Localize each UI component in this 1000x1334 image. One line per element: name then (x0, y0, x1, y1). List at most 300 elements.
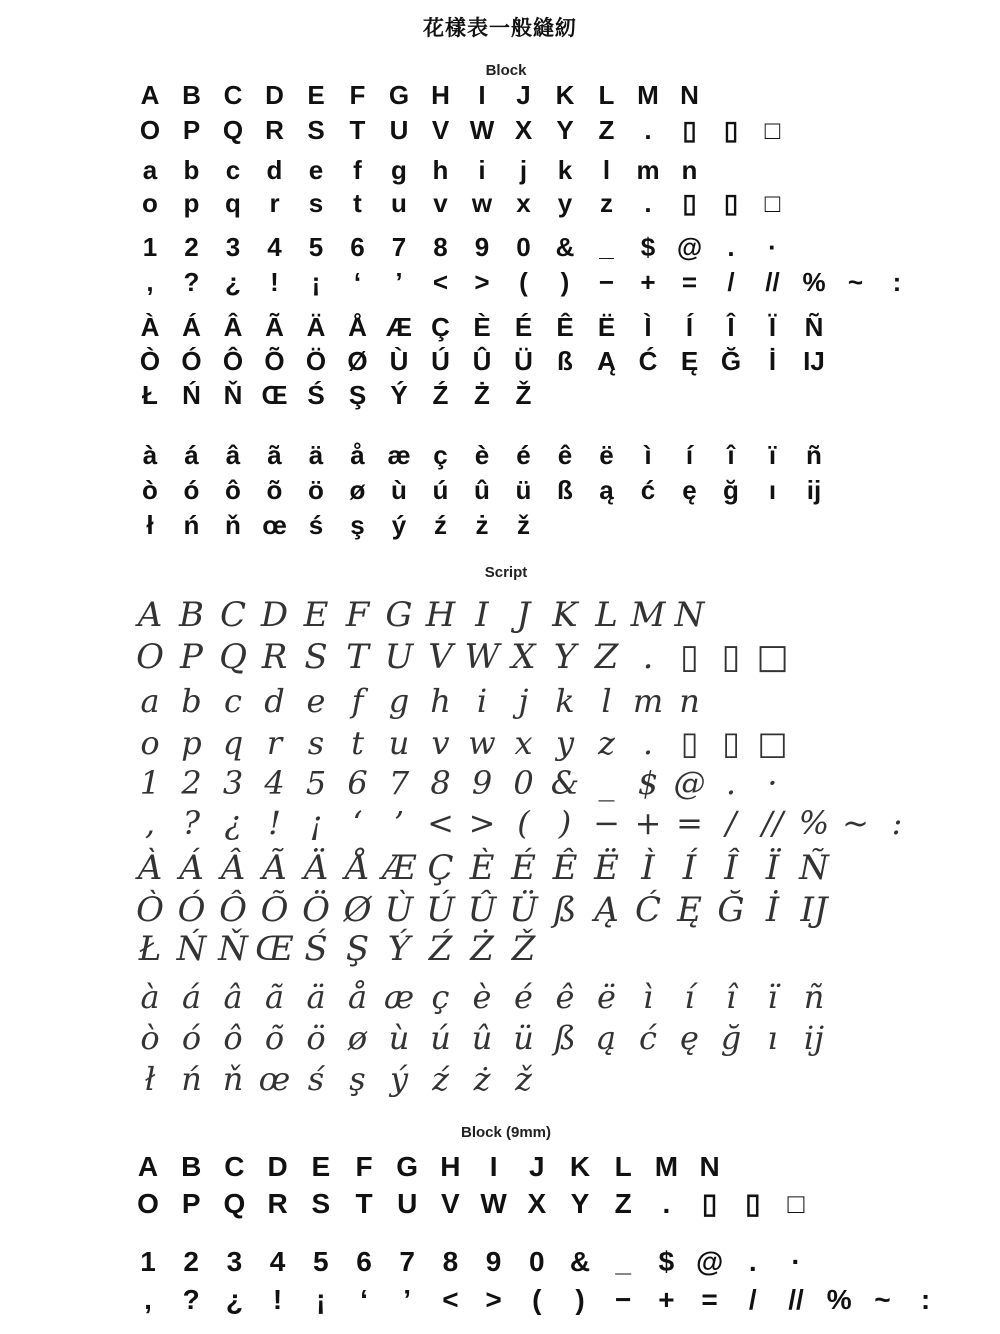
glyph-cell: æ (383, 978, 415, 1016)
glyph-cell: Ò (136, 890, 164, 930)
glyph-cell: T (349, 115, 366, 145)
glyph-cell: 4 (269, 1246, 286, 1277)
glyph-cell: ~ (874, 1284, 891, 1315)
glyph-cell: + (634, 804, 662, 842)
glyph-cell: · (768, 232, 777, 262)
glyph-cell: Ü (514, 346, 533, 376)
block-row-11 (0, 473, 1000, 507)
glyph-cell: ø (347, 1019, 368, 1057)
glyph-cell: ę (682, 475, 697, 505)
script-row-3 (0, 684, 1000, 718)
glyph-cell: < (432, 267, 449, 297)
glyph-cell: z (598, 724, 615, 762)
glyph-cell: Ø (347, 346, 368, 376)
glyph-cell: Ã (265, 312, 284, 342)
glyph-cell: j (518, 682, 529, 720)
glyph-cell: Ý (387, 929, 411, 969)
glyph-cell: ▯ (723, 115, 739, 145)
glyph-cell: ó (181, 1019, 202, 1057)
glyph-cell: A (137, 595, 163, 635)
glyph-cell: ś (308, 510, 324, 540)
glyph-cell: q (225, 188, 241, 218)
glyph-cell: ê (557, 440, 573, 470)
script-row-2 (0, 637, 1000, 677)
glyph-cell: ( (519, 267, 528, 297)
glyph-cell: n (679, 682, 700, 720)
glyph-cell: 6 (347, 764, 368, 802)
glyph-cell: L (598, 80, 615, 110)
glyph-cell: V (431, 115, 450, 145)
glyph-cell: Ç (431, 312, 450, 342)
glyph-cell: Ğ (717, 890, 745, 930)
glyph-cell: ij (806, 475, 822, 505)
glyph-cell: V (441, 1188, 460, 1219)
glyph-cell: P (181, 1188, 201, 1219)
script-row-8 (0, 890, 1000, 930)
script-row-12 (0, 1062, 1000, 1096)
glyph-cell: @ (695, 1246, 724, 1277)
glyph-cell: î (725, 978, 737, 1016)
glyph-cell: P (182, 115, 201, 145)
glyph-cell: O (136, 637, 164, 677)
glyph-cell: q (222, 724, 244, 762)
glyph-cell: + (658, 1284, 675, 1315)
glyph-cell: ú (432, 475, 449, 505)
glyph-cell: @ (676, 232, 703, 262)
glyph-cell: ë (597, 978, 616, 1016)
glyph-cell: 6 (356, 1246, 372, 1277)
script-row-11 (0, 1021, 1000, 1055)
glyph-cell: å (347, 978, 368, 1016)
glyph-cell: M (654, 1151, 679, 1182)
glyph-cell: œ (262, 510, 287, 540)
glyph-cell: . (748, 1246, 757, 1277)
glyph-cell: ś (307, 1060, 325, 1098)
glyph-cell: Ñ (804, 312, 824, 342)
glyph-cell: ! (270, 267, 279, 297)
glyph-cell: r (266, 724, 283, 762)
glyph-cell: ▯ (721, 637, 741, 677)
glyph-cell: ë (599, 440, 614, 470)
block9-row-3 (0, 1245, 1000, 1279)
glyph-cell: A (137, 1151, 159, 1182)
glyph-cell: ij (803, 1019, 825, 1057)
glyph-cell: F (345, 595, 370, 635)
script-row-4 (0, 726, 1000, 760)
glyph-cell: Ò (139, 346, 161, 376)
glyph-cell: I (475, 595, 489, 635)
glyph-cell: Y (570, 1188, 590, 1219)
glyph-cell: IJ (803, 346, 825, 376)
glyph-cell: Ś (304, 929, 328, 969)
glyph-cell: ¡ (309, 804, 323, 842)
glyph-cell: ì (642, 978, 654, 1016)
glyph-cell: . (642, 637, 654, 677)
glyph-cell: ą (599, 475, 614, 505)
glyph-cell: ß (553, 890, 577, 930)
glyph-cell: Ż (474, 380, 490, 410)
script-row-1 (0, 595, 1000, 635)
glyph-cell: L (595, 595, 618, 635)
glyph-cell: < (427, 804, 454, 842)
glyph-cell: ä (308, 440, 324, 470)
glyph-cell: ý (389, 1060, 409, 1098)
glyph-cell: ó (183, 475, 200, 505)
glyph-cell: 9 (474, 232, 490, 262)
block-row-6 (0, 265, 1000, 299)
glyph-cell: Ą (597, 346, 616, 376)
glyph-cell: ň (222, 1060, 244, 1098)
glyph-cell: 8 (433, 232, 448, 262)
glyph-cell: ï (767, 978, 778, 1016)
glyph-cell: − (593, 804, 620, 842)
glyph-cell: □ (756, 637, 789, 677)
glyph-cell: Ê (552, 848, 578, 888)
glyph-cell: Ê (556, 312, 574, 342)
glyph-cell: T (346, 637, 369, 677)
glyph-cell: Ý (390, 380, 408, 410)
glyph-cell: S (304, 637, 328, 677)
glyph-cell: û (471, 1019, 493, 1057)
glyph-cell: ç (433, 440, 448, 470)
glyph-cell: l (601, 682, 612, 720)
glyph-cell: x (514, 724, 533, 762)
glyph-cell: % (826, 1284, 852, 1315)
glyph-cell: Q (223, 1188, 246, 1219)
glyph-cell: â (223, 978, 243, 1016)
glyph-cell: õ (264, 1019, 285, 1057)
glyph-cell: : (892, 267, 902, 297)
glyph-cell: ß (554, 1019, 576, 1057)
glyph-cell: ô (225, 475, 241, 505)
glyph-cell: ą (596, 1019, 617, 1057)
glyph-cell: B (179, 595, 204, 635)
glyph-cell: 0 (513, 764, 534, 802)
glyph-cell: f (351, 682, 364, 720)
glyph-cell: Ú (426, 890, 455, 930)
glyph-cell: B (181, 1151, 202, 1182)
glyph-cell: ü (515, 475, 532, 505)
glyph-cell: ž (517, 510, 530, 540)
glyph-cell: ~ (847, 267, 864, 297)
glyph-cell: ? (182, 1284, 200, 1315)
glyph-cell: ß (557, 475, 573, 505)
glyph-cell: è (472, 978, 492, 1016)
glyph-cell: R (265, 115, 284, 145)
block-row-2 (0, 113, 1000, 147)
glyph-cell: Y (553, 637, 577, 677)
glyph-cell: ? (182, 804, 201, 842)
glyph-cell: Ö (302, 890, 330, 930)
glyph-cell: Ň (223, 380, 243, 410)
glyph-cell: ▯ (682, 188, 697, 218)
glyph-cell: ã (264, 978, 285, 1016)
glyph-cell: ’ (403, 1284, 412, 1315)
glyph-cell: ç (431, 978, 450, 1016)
glyph-cell: È (473, 312, 491, 342)
glyph-cell: í (684, 978, 695, 1016)
script-row-6 (0, 806, 1000, 840)
glyph-cell: > (474, 267, 490, 297)
glyph-cell: ¡ (311, 267, 321, 297)
glyph-cell: E (303, 595, 329, 635)
glyph-cell: C (223, 80, 243, 110)
glyph-cell: ( (517, 804, 530, 842)
glyph-cell: D (265, 80, 284, 110)
glyph-cell: _ (598, 764, 615, 802)
glyph-cell: Q (222, 115, 244, 145)
block9-row-1 (0, 1150, 1000, 1184)
block9-row-2 (0, 1187, 1000, 1221)
glyph-cell: í (685, 440, 694, 470)
glyph-cell: Æ (381, 848, 417, 888)
glyph-cell: c (224, 682, 242, 720)
glyph-cell: 9 (485, 1246, 502, 1277)
glyph-cell: Û (467, 890, 497, 930)
glyph-cell: C (224, 1151, 245, 1182)
glyph-cell: å (350, 440, 365, 470)
glyph-cell: V (428, 637, 453, 677)
glyph-cell: w (471, 188, 493, 218)
glyph-cell: X (527, 1188, 547, 1219)
glyph-cell: / (748, 1284, 757, 1315)
glyph-cell: G (396, 1151, 419, 1182)
glyph-cell: Ñ (799, 848, 829, 888)
glyph-cell: i (476, 682, 488, 720)
glyph-cell: Ô (219, 890, 247, 930)
glyph-cell: c (225, 155, 241, 185)
glyph-cell: , (144, 804, 156, 842)
glyph-cell: ’ (393, 804, 405, 842)
glyph-cell: Ę (680, 346, 699, 376)
glyph-cell: > (468, 804, 496, 842)
glyph-cell: é (514, 978, 533, 1016)
glyph-cell: t (351, 724, 364, 762)
block-row-9 (0, 378, 1000, 412)
glyph-cell: ì (644, 440, 652, 470)
glyph-cell: Ž (511, 929, 536, 969)
glyph-cell: â (225, 440, 241, 470)
glyph-cell: Ú (431, 346, 450, 376)
glyph-cell: ö (306, 1019, 326, 1057)
glyph-cell: Ň (218, 929, 248, 969)
glyph-cell: Ì (641, 848, 655, 888)
block-row-4 (0, 186, 1000, 220)
glyph-cell: Ø (343, 890, 372, 930)
glyph-cell: s (308, 188, 324, 218)
glyph-cell: b (181, 682, 202, 720)
glyph-cell: ¿ (224, 804, 242, 842)
glyph-cell: Z (594, 637, 619, 677)
glyph-cell: U (397, 1188, 418, 1219)
glyph-cell: p (181, 724, 202, 762)
glyph-cell: 3 (226, 1246, 243, 1277)
glyph-cell: X (511, 637, 536, 677)
glyph-cell: œ (258, 1060, 291, 1098)
glyph-cell: ~ (842, 804, 869, 842)
glyph-cell: À (137, 848, 163, 888)
glyph-cell: á (181, 978, 202, 1016)
glyph-cell: ▯ (723, 188, 739, 218)
glyph-cell: Ğ (720, 346, 742, 376)
glyph-cell: ø (349, 475, 366, 505)
glyph-cell: Á (179, 848, 204, 888)
glyph-cell: Ń (182, 380, 201, 410)
glyph-cell: 4 (267, 232, 282, 262)
glyph-cell: 2 (183, 1246, 199, 1277)
glyph-cell: / (727, 267, 735, 297)
glyph-cell: // (761, 804, 784, 842)
glyph-cell: Ã (262, 848, 287, 888)
glyph-cell: ý (391, 510, 407, 540)
glyph-cell: j (519, 155, 528, 185)
glyph-cell: ñ (806, 440, 822, 470)
glyph-cell: Î (727, 312, 735, 342)
glyph-cell: Â (223, 312, 243, 342)
glyph-cell: C (219, 595, 246, 635)
glyph-cell: 3 (222, 764, 244, 802)
glyph-cell: ń (181, 1060, 202, 1098)
glyph-cell: G (385, 595, 413, 635)
glyph-cell: H (431, 80, 450, 110)
glyph-cell: 7 (399, 1246, 415, 1277)
glyph-cell: Ì (644, 312, 652, 342)
glyph-cell: ł (144, 1060, 156, 1098)
glyph-cell: Ş (348, 380, 367, 410)
glyph-cell: ï (768, 440, 777, 470)
glyph-cell: è (474, 440, 490, 470)
glyph-cell: R (267, 1188, 288, 1219)
glyph-cell: Ž (515, 380, 532, 410)
glyph-cell: D (267, 1151, 288, 1182)
glyph-cell: 2 (184, 232, 199, 262)
glyph-cell: İ (768, 346, 777, 376)
glyph-cell: O (137, 1188, 159, 1219)
glyph-cell: ň (225, 510, 241, 540)
glyph-cell: a (140, 682, 160, 720)
block-row-3 (0, 153, 1000, 187)
glyph-cell: ù (391, 475, 407, 505)
glyph-cell: G (388, 80, 410, 110)
glyph-cell: ć (640, 475, 656, 505)
glyph-cell: Z (598, 115, 615, 145)
glyph-cell: 3 (225, 232, 241, 262)
glyph-cell: W (464, 637, 500, 677)
glyph-cell: X (514, 115, 533, 145)
glyph-cell: S (311, 1188, 331, 1219)
glyph-cell: Ü (509, 890, 538, 930)
glyph-cell: ğ (723, 475, 739, 505)
glyph-cell: · (791, 1246, 801, 1277)
glyph-cell: à (140, 978, 160, 1016)
glyph-cell: Õ (264, 346, 285, 376)
glyph-cell: U (384, 637, 414, 677)
glyph-cell: l (602, 155, 611, 185)
glyph-cell: Ż (470, 929, 494, 969)
glyph-cell: K (555, 80, 575, 110)
glyph-cell: A (140, 80, 160, 110)
glyph-cell: È (469, 848, 495, 888)
glyph-cell: Ù (389, 346, 409, 376)
glyph-cell: ▯ (680, 637, 699, 677)
glyph-cell: N (699, 1151, 720, 1182)
glyph-cell: o (142, 188, 158, 218)
glyph-cell: t (353, 188, 362, 218)
glyph-cell: ñ (803, 978, 825, 1016)
glyph-cell: ▯ (682, 115, 697, 145)
glyph-cell: 9 (471, 764, 493, 802)
glyph-cell: ▯ (680, 724, 699, 762)
glyph-cell: á (184, 440, 199, 470)
glyph-cell: Õ (260, 890, 289, 930)
glyph-cell: F (349, 80, 366, 110)
glyph-cell: 5 (313, 1246, 329, 1277)
glyph-cell: Ä (306, 312, 326, 342)
section-label-script: Script (484, 564, 528, 581)
glyph-cell: ć (639, 1019, 657, 1057)
glyph-cell: Œ (255, 929, 294, 969)
glyph-cell: > (485, 1284, 502, 1315)
glyph-cell: ? (183, 267, 200, 297)
glyph-cell: E (311, 1151, 331, 1182)
glyph-cell: _ (615, 1246, 631, 1277)
glyph-cell: k (555, 682, 575, 720)
glyph-cell: H (440, 1151, 461, 1182)
glyph-cell: d (264, 682, 285, 720)
glyph-cell: u (388, 724, 410, 762)
block-row-1 (0, 78, 1000, 112)
glyph-cell: 6 (350, 232, 365, 262)
glyph-cell: 1 (139, 764, 161, 802)
glyph-cell: ▯ (745, 1188, 761, 1219)
glyph-cell: = (701, 1284, 718, 1315)
glyph-cell: Ë (594, 848, 619, 888)
glyph-cell: ı (768, 475, 777, 505)
glyph-cell: e (308, 155, 324, 185)
glyph-cell: 8 (430, 764, 451, 802)
glyph-cell: ) (575, 1284, 585, 1315)
glyph-cell: ı (767, 1019, 778, 1057)
glyph-cell: 8 (442, 1246, 459, 1277)
glyph-cell: & (550, 764, 580, 802)
glyph-cell: ô (223, 1019, 243, 1057)
glyph-cell: Å (348, 312, 367, 342)
glyph-cell: . (644, 115, 652, 145)
block-row-8 (0, 344, 1000, 378)
glyph-cell: ¿ (225, 267, 241, 297)
glyph-cell: ń (183, 510, 200, 540)
glyph-cell: 7 (391, 232, 407, 262)
glyph-cell: m (632, 682, 664, 720)
glyph-cell: : (891, 804, 903, 842)
glyph-cell: □ (764, 115, 781, 145)
glyph-cell: ù (388, 1019, 410, 1057)
glyph-cell: Ą (594, 890, 619, 930)
glyph-cell: < (442, 1284, 459, 1315)
glyph-cell: Z (614, 1188, 632, 1219)
glyph-cell: ş (350, 510, 365, 540)
glyph-cell: k (557, 155, 573, 185)
glyph-cell: Ź (428, 929, 453, 969)
glyph-cell: æ (387, 440, 411, 470)
glyph-cell: Ź (432, 380, 449, 410)
glyph-cell: 2 (181, 764, 202, 802)
glyph-cell: n (681, 155, 698, 185)
glyph-cell: ö (308, 475, 324, 505)
glyph-cell: I (478, 80, 486, 110)
section-label-block-9mm: Block (9mm) (460, 1124, 552, 1141)
glyph-cell: ł (146, 510, 154, 540)
